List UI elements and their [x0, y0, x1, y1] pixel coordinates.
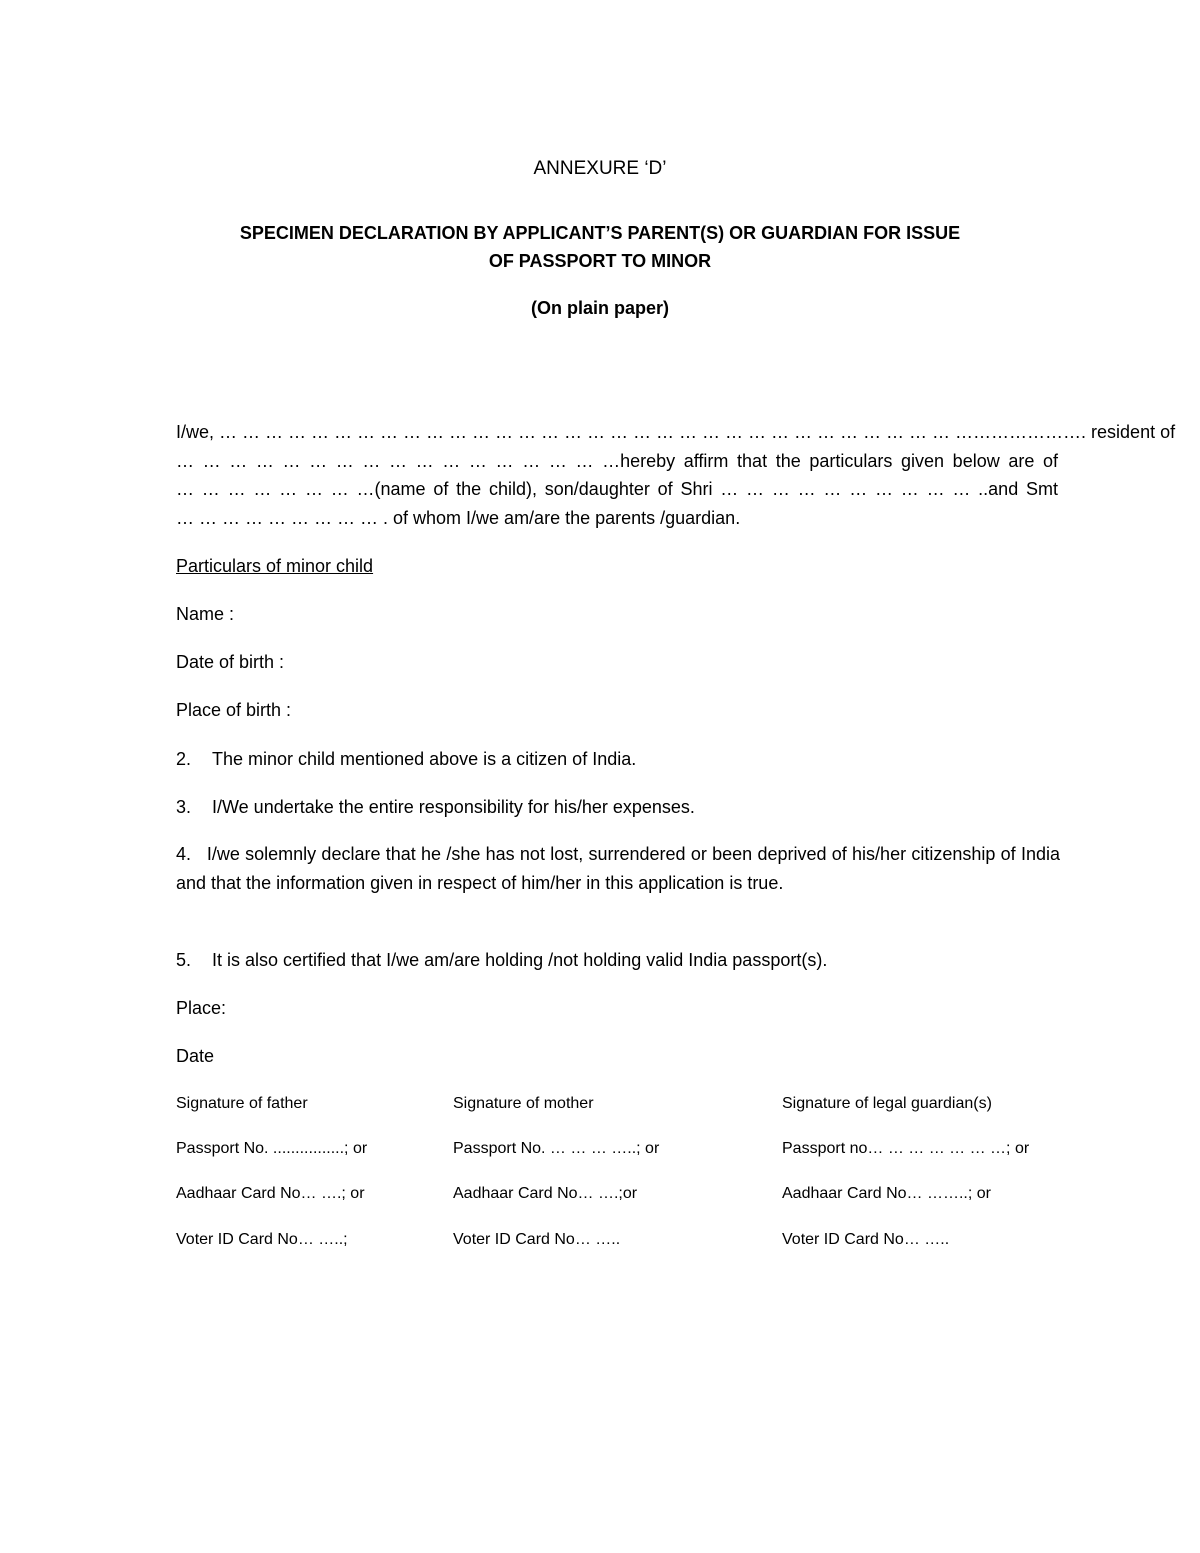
signature-father-title: Signature of father	[176, 1095, 308, 1112]
intro-paragraph	[176, 418, 1176, 532]
statement-text: The minor child mentioned above is a citizen of India.	[212, 749, 637, 769]
statement-text: It is also certified that I/we am/are holding /not holding valid India passport(s).	[212, 950, 828, 970]
statement-number: 3.	[176, 797, 192, 817]
declaration-heading-line-2: OF PASSPORT TO MINOR	[488, 251, 712, 271]
mother-voter-id-no: Voter ID Card No… …..	[453, 1231, 621, 1248]
particulars-heading: Particulars of minor child	[176, 556, 374, 576]
father-passport-no: Passport No. ................; or	[176, 1140, 368, 1157]
statement-number: 2.	[176, 749, 192, 769]
statement-number: 4.	[176, 844, 192, 864]
signature-mother-title: Signature of mother	[453, 1095, 594, 1112]
mother-aadhaar-no: Aadhaar Card No… ….;or	[453, 1185, 638, 1202]
guardian-aadhaar-no: Aadhaar Card No… ……..; or	[782, 1185, 991, 1202]
statement-5	[176, 946, 1060, 975]
statement-3	[176, 793, 1060, 822]
field-name: Name :	[176, 604, 235, 624]
father-aadhaar-no: Aadhaar Card No… ….; or	[176, 1185, 365, 1202]
statement-text: I/We undertake the entire responsibility for his/her expenses.	[212, 797, 695, 817]
father-voter-id-no: Voter ID Card No… …..;	[176, 1231, 348, 1248]
declaration-heading-line-1: SPECIMEN DECLARATION BY APPLICANT’S PARENT(S) OR GUARDIAN FOR ISSUE	[239, 223, 961, 243]
statement-2	[176, 745, 1060, 774]
plain-paper-note: (On plain paper)	[530, 298, 669, 318]
mother-passport-no: Passport No. … … … …..; or	[453, 1140, 660, 1157]
intro-line-2: … … … … … … … … … … … … … … … … …hereby affirm that the particulars given below are of	[176, 450, 1058, 471]
intro-line-3: … … … … … … … …(name of the child), son/daughter of Shri … … … … … … … … … … ..and Smt	[176, 479, 1058, 500]
annexure-title: ANNEXURE ‘D’	[533, 158, 667, 179]
signature-guardian-title: Signature of legal guardian(s)	[782, 1095, 992, 1112]
field-date-of-birth: Date of birth :	[176, 652, 285, 672]
field-place-of-birth: Place of birth :	[176, 700, 292, 720]
guardian-passport-no: Passport no… … … … … … …; or	[782, 1140, 1030, 1157]
statement-4	[176, 840, 1060, 897]
intro-line-4: … … … … … … … … … . of whom I/we am/are the parents /guardian.	[176, 507, 741, 528]
place-label: Place:	[176, 998, 227, 1018]
date-label: Date	[176, 1046, 215, 1066]
statement-text: I/we solemnly declare that he /she has not lost, surrendered or been deprived of his/her citizenship of India and that the information given in respect of him/her in this application is true.	[176, 844, 1060, 893]
guardian-voter-id-no: Voter ID Card No… …..	[782, 1231, 950, 1248]
statement-number: 5.	[176, 950, 192, 970]
intro-line-1: I/we, … … … … … … … … … … … … … … … … … … … … … … … … … … … … … … … … …………………. resident of	[176, 422, 1176, 442]
